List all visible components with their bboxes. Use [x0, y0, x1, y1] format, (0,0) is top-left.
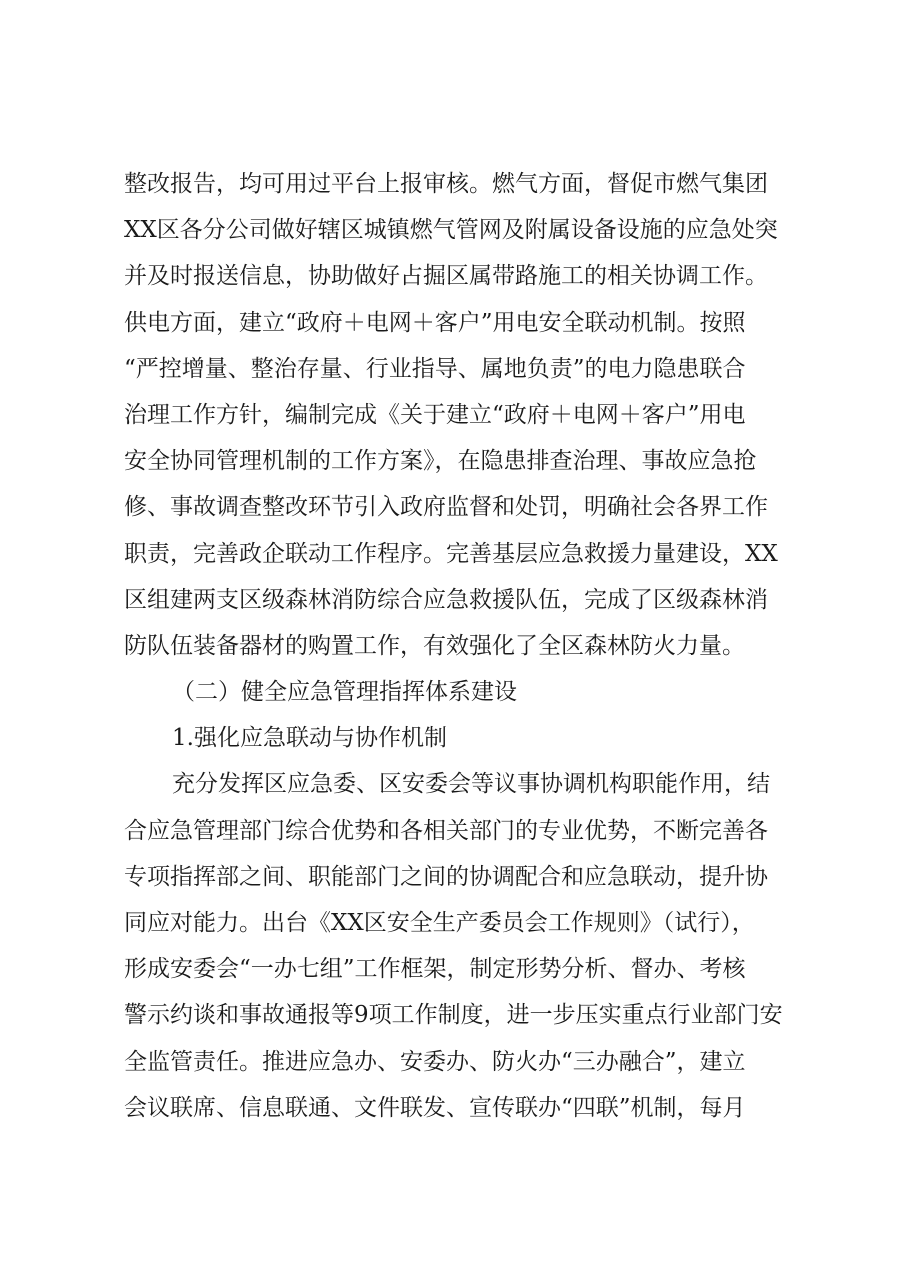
body-line: 职责，完善政企联动工作程序。完善基层应急救援力量建设，XX [124, 540, 778, 567]
body-line: 整改报告，均可用过平台上报审核。燃气方面，督促市燃气集团 [124, 171, 768, 197]
body-line: 会议联席、信息联通、文件联发、宣传联办“四联”机制，每月 [124, 1094, 746, 1121]
body-line: 并及时报送信息，协助做好占掘区属带路施工的相关协调工作。 [124, 263, 768, 290]
body-line: 警示约谈和事故通报等9项工作制度，进一步压实重点行业部门安 [124, 1002, 783, 1029]
body-line: 合应急管理部门综合优势和各相关部门的专业优势，不断完善各 [124, 817, 768, 844]
body-line: XX区各分公司做好辖区城镇燃气管网及附属设备设施的应急处突 [124, 217, 778, 244]
body-line: 形成安委会“一办七组”工作框架，制定形势分析、督办、考核 [124, 956, 746, 983]
body-line: 区组建两支区级森林消防综合应急救援队伍，完成了区级森林消 [124, 586, 768, 613]
paragraph-first-line: 充分发挥区应急委、区安委会等议事协调机构职能作用，结 [172, 771, 770, 798]
body-line: 修、事故调查整改环节引入政府监督和处罚，明确社会各界工作 [124, 494, 768, 521]
body-line: 专项指挥部之间、职能部门之间的协调配合和应急联动，提升协 [124, 863, 768, 890]
body-line: 供电方面，建立“政府＋电网＋客户”用电安全联动机制。按照 [124, 309, 746, 336]
body-line: 安全协同管理机制的工作方案》，在隐患排查治理、事故应急抢 [124, 448, 757, 475]
body-line: “严控增量、整治存量、行业指导、属地负责”的电力隐患联合 [124, 355, 746, 382]
document-body [124, 161, 814, 1131]
body-line: 全监管责任。推进应急办、安委办、防火办“三办融合”，建立 [124, 1048, 746, 1075]
body-line: 治理工作方针，编制完成《关于建立“政府＋电网＋客户”用电 [124, 401, 746, 428]
body-line: 同应对能力。出台《XX区安全生产委员会工作规则》（试行）， [124, 910, 755, 936]
section-heading: （二）健全应急管理指挥体系建设 [172, 679, 517, 706]
subsection-heading: 1.强化应急联动与协作机制 [172, 725, 447, 752]
body-line: 防队伍装备器材的购置工作，有效强化了全区森林防火力量。 [124, 632, 745, 659]
